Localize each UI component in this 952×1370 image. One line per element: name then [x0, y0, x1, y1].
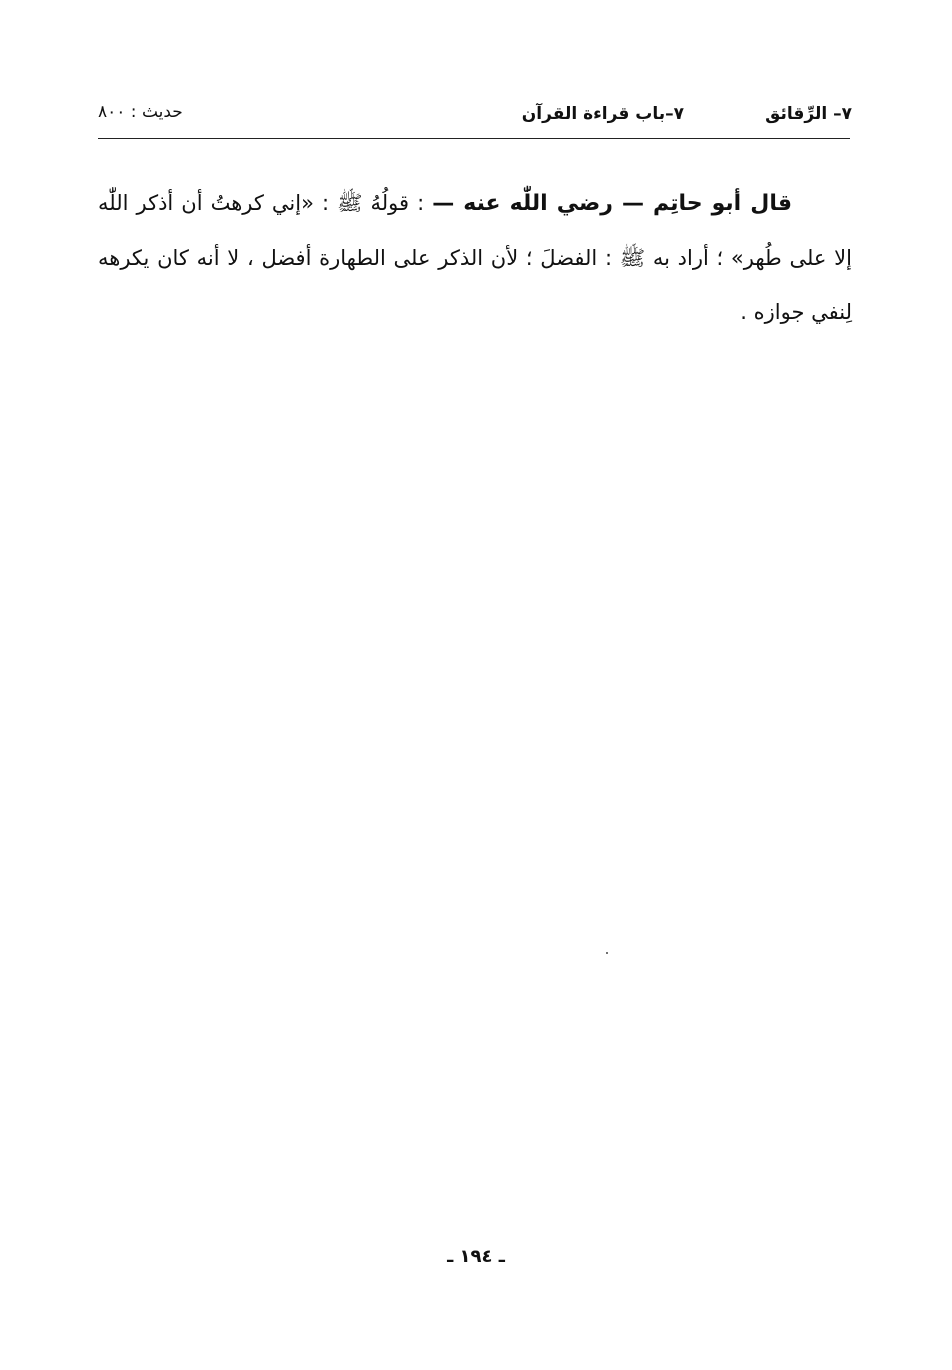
header-chapter-title: ٧– الرِّقائق [765, 104, 852, 124]
header-section-title: ٧–باب قراءة القرآن [521, 104, 684, 124]
running-header [98, 98, 852, 138]
speaker-attribution: قال أبو حاتِم — رضي اللّٰه عنه — [432, 191, 793, 216]
header-divider [98, 138, 850, 139]
commentary-text: : قولُهُ ﷺ : «إني كرهتُ أن أذكر اللّٰه إلا على طُهر» ؛ أراد به ﷺ : الفضلَ ؛ لأن الذكر على الطهارة أفضل ، لا أنه كان يكرهه لِنفي جوازه . [98, 191, 852, 324]
scan-speck [606, 952, 608, 954]
page-number: ـ ١٩٤ ـ [447, 1246, 505, 1267]
header-hadith-number: حديث : ٨٠٠ [98, 102, 183, 122]
main-text-block [98, 176, 852, 339]
commentary-paragraph [98, 176, 852, 339]
